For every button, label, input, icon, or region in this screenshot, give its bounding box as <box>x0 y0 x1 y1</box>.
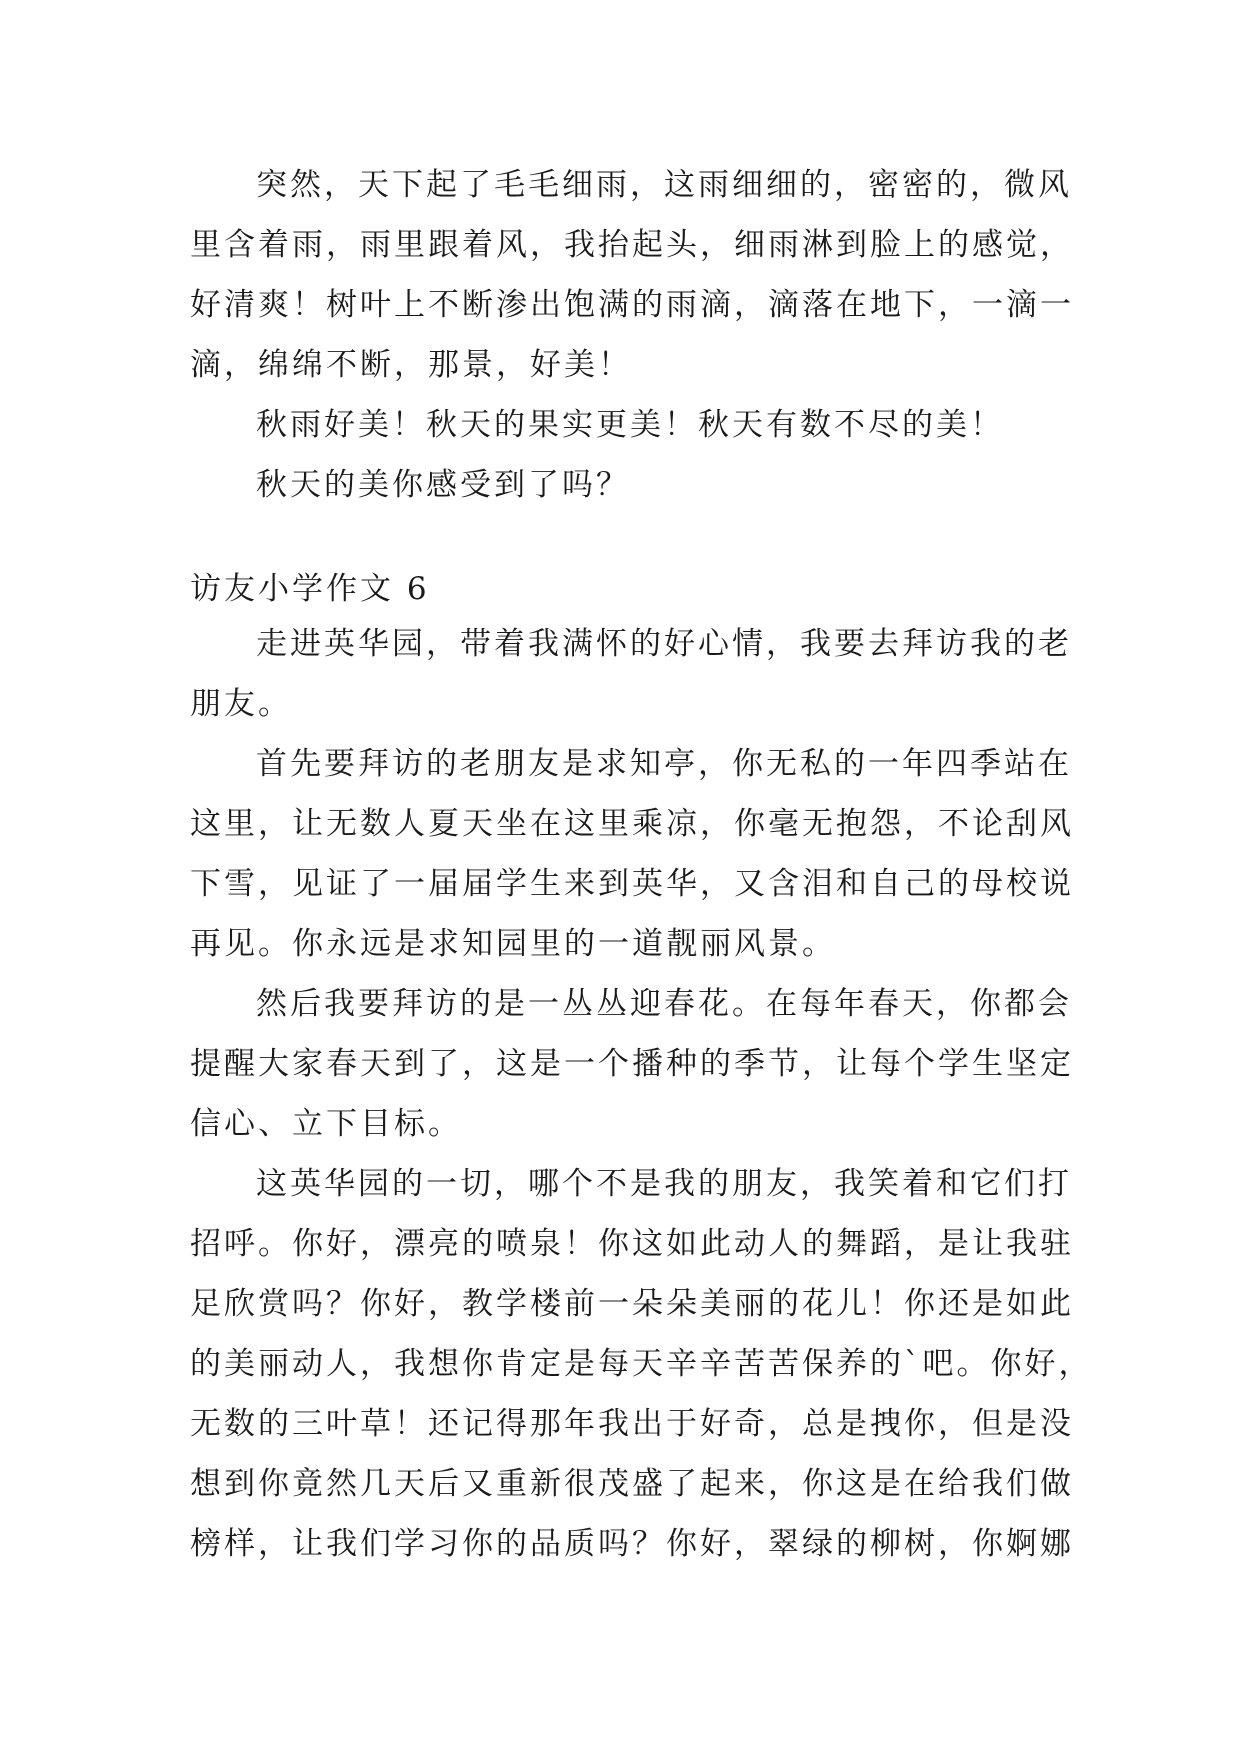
paragraph-line: 下雪，见证了一届届学生来到英华，又含泪和自己的母校说 <box>190 866 1074 902</box>
paragraph-line: 足欣赏吗？你好，教学楼前一朵朵美丽的花儿！你还是如此 <box>190 1286 1074 1322</box>
paragraph-line: 招呼。你好，漂亮的喷泉！你这如此动人的舞蹈，是让我驻 <box>190 1226 1074 1262</box>
paragraph-line: 首先要拜访的老朋友是求知亭，你无私的一年四季站在 <box>256 746 1072 782</box>
paragraph-line: 然后我要拜访的是一丛丛迎春花。在每年春天，你都会 <box>256 986 1072 1022</box>
paragraph-line: 滴，绵绵不断，那景，好美！ <box>190 347 632 383</box>
paragraph-line: 信心、立下目标。 <box>190 1106 462 1142</box>
paragraph-line: 朋友。 <box>190 686 292 722</box>
essay-title: 访友小学作文 6 <box>190 571 430 607</box>
paragraph-line: 想到你竟然几天后又重新很茂盛了起来，你这是在给我们做 <box>190 1466 1074 1502</box>
paragraph-line: 提醒大家春天到了，这是一个播种的季节，让每个学生坚定 <box>190 1046 1074 1082</box>
paragraph-line: 好清爽！树叶上不断渗出饱满的雨滴，滴落在地下，一滴一 <box>190 287 1074 323</box>
section2-text <box>190 614 1093 1574</box>
paragraph-line: 突然，天下起了毛毛细雨，这雨细细的，密密的，微风 <box>256 167 1072 203</box>
paragraph-line: 秋雨好美！秋天的果实更美！秋天有数不尽的美！ <box>256 407 1004 443</box>
paragraph-line: 走进英华园，带着我满怀的好心情，我要去拜访我的老 <box>256 626 1072 662</box>
paragraph-line: 里含着雨，雨里跟着风，我抬起头，细雨淋到脸上的感觉， <box>190 227 1074 263</box>
paragraph-line: 榜样，让我们学习你的品质吗？你好，翠绿的柳树，你婀娜 <box>190 1526 1074 1562</box>
paragraph-line: 这英华园的一切，哪个不是我的朋友，我笑着和它们打 <box>256 1166 1072 1202</box>
paragraph-line: 秋天的美你感受到了吗？ <box>256 467 630 503</box>
paragraph-line: 再见。你永远是求知园里的一道靓丽风景。 <box>190 926 836 962</box>
paragraph-line: 这里，让无数人夏天坐在这里乘凉，你毫无抱怨，不论刮风 <box>190 806 1074 842</box>
paragraph-line: 的美丽动人，我想你肯定是每天辛辛苦苦保养的`吧。你好， <box>190 1346 1093 1382</box>
section1-text <box>190 155 1074 515</box>
paragraph-line: 无数的三叶草！还记得那年我出于好奇，总是拽你，但是没 <box>190 1406 1074 1442</box>
